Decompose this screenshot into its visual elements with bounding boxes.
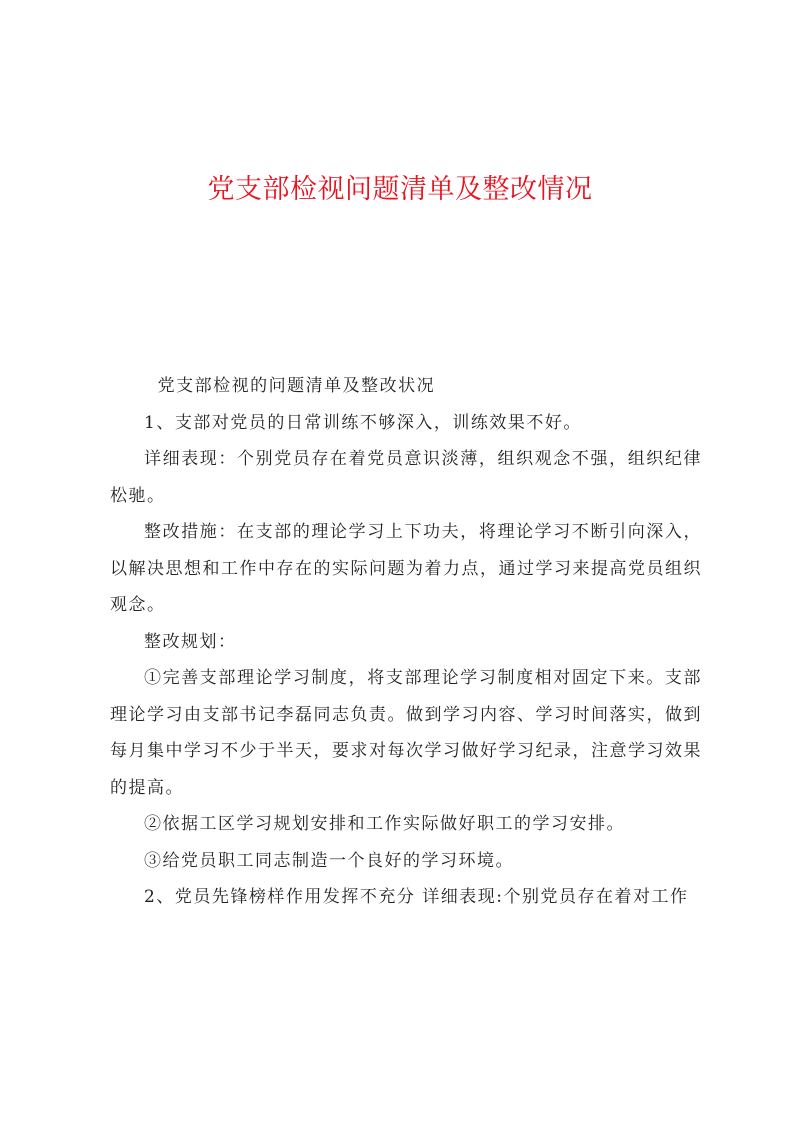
paragraph-plan-item-2: ②依据工区学习规划安排和工作实际做好职工的学习安排。: [144, 814, 625, 834]
paragraph-plan-item-3: ③给党员职工同志制造一个良好的学习环境。: [144, 850, 514, 871]
paragraph-subtitle: 党支部检视的问题清单及整改状况: [157, 376, 436, 396]
paragraph-issue-2: 2、党员先锋榜样作用发挥不充分 详细表现:个别党员存在着对工作: [144, 887, 689, 907]
paragraph-issue-1-measures: 整改措施：在支部的理论学习上下功夫，将理论学习不断引向深入，以解决思想和工作中存在的实际问题为着力点，通过学习来提高党员组织观念。: [110, 522, 702, 615]
document-title: 党支部检视问题清单及整改情况: [207, 174, 593, 205]
paragraph-issue-1-details: 详细表现：个别党员存在着党员意识淡薄，组织观念不强，组织纪律松驰。: [110, 449, 702, 506]
paragraph-issue-1: 1、支部对党员的日常训练不够深入，训练效果不好。: [144, 412, 582, 433]
paragraph-plan-item-1: ①完善支部理论学习制度，将支部理论学习制度相对固定下来。支部理论学习由支部书记李磊同志负责。做到学习内容、学习时间落实，做到每月集中学习不少于半天，要求对每次学习做好学习纪录，注意学习效果的提高。: [110, 668, 702, 798]
paragraph-issue-1-plan-heading: 整改规划：: [144, 631, 237, 652]
document-body: [110, 368, 702, 916]
